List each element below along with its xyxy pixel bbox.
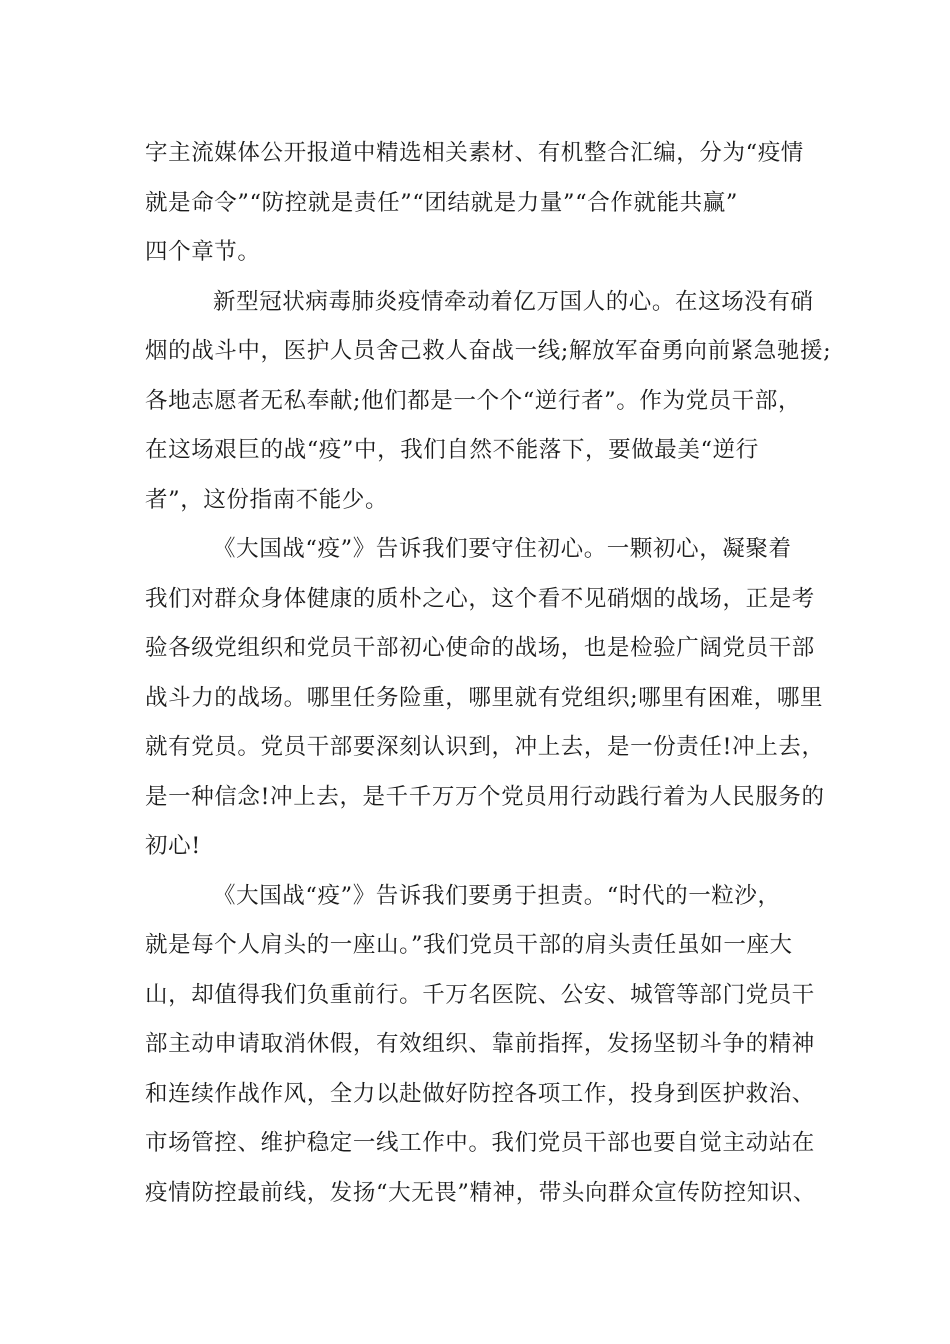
paragraph-first-line: 《大国战“疫”》告诉我们要守住初心。一颗初心，凝聚着 — [213, 536, 792, 562]
text-line: 者”，这份指南不能少。 — [145, 487, 389, 513]
text-line: 疫情防控最前线，发扬“大无畏”精神，带头向群众宣传防控知识、 — [145, 1180, 817, 1206]
paragraph-first-line: 《大国战“疫”》告诉我们要勇于担责。“时代的一粒沙， — [213, 883, 781, 909]
text-line: 是一种信念!冲上去，是千千万万个党员用行动践行着为人民服务的 — [145, 784, 825, 810]
text-line: 验各级党组织和党员干部初心使命的战场，也是检验广阔党员干部 — [145, 635, 815, 661]
paragraph-first-line: 新型冠状病毒肺炎疫情牵动着亿万国人的心。在这场没有硝 — [213, 289, 814, 315]
text-line: 山，却值得我们负重前行。千万名医院、公安、城管等部门党员干 — [145, 982, 815, 1008]
text-line: 初心! — [145, 833, 201, 859]
text-line: 各地志愿者无私奉献;他们都是一个个“逆行者”。作为党员干部， — [145, 388, 802, 414]
text-line: 和连续作战作风，全力以赴做好防控各项工作，投身到医护救治、 — [145, 1081, 815, 1107]
text-line: 就有党员。党员干部要深刻认识到，冲上去，是一份责任!冲上去， — [145, 734, 825, 760]
text-line: 四个章节。 — [145, 239, 261, 265]
text-line: 字主流媒体公开报道中精选相关素材、有机整合汇编，分为“疫情 — [145, 140, 804, 166]
text-line: 战斗力的战场。哪里任务险重，哪里就有党组织;哪里有困难，哪里 — [145, 685, 824, 711]
text-line: 就是每个人肩头的一座山。”我们党员干部的肩头责任虽如一座大 — [145, 932, 793, 958]
text-line: 我们对群众身体健康的质朴之心，这个看不见硝烟的战场，正是考 — [145, 586, 815, 612]
text-line: 烟的战斗中，医护人员舍己救人奋战一线;解放军奋勇向前紧急驰援; — [145, 338, 832, 364]
text-line: 市场管控、维护稳定一线工作中。我们党员干部也要自觉主动站在 — [145, 1130, 815, 1156]
text-line: 就是命令”“防控就是责任”“团结就是力量”“合作就能共赢” — [145, 190, 738, 216]
text-line: 在这场艰巨的战“疫”中，我们自然不能落下，要做最美“逆行 — [145, 437, 759, 463]
text-line: 部主动申请取消休假，有效组织、靠前指挥，发扬坚韧斗争的精神 — [145, 1031, 815, 1057]
